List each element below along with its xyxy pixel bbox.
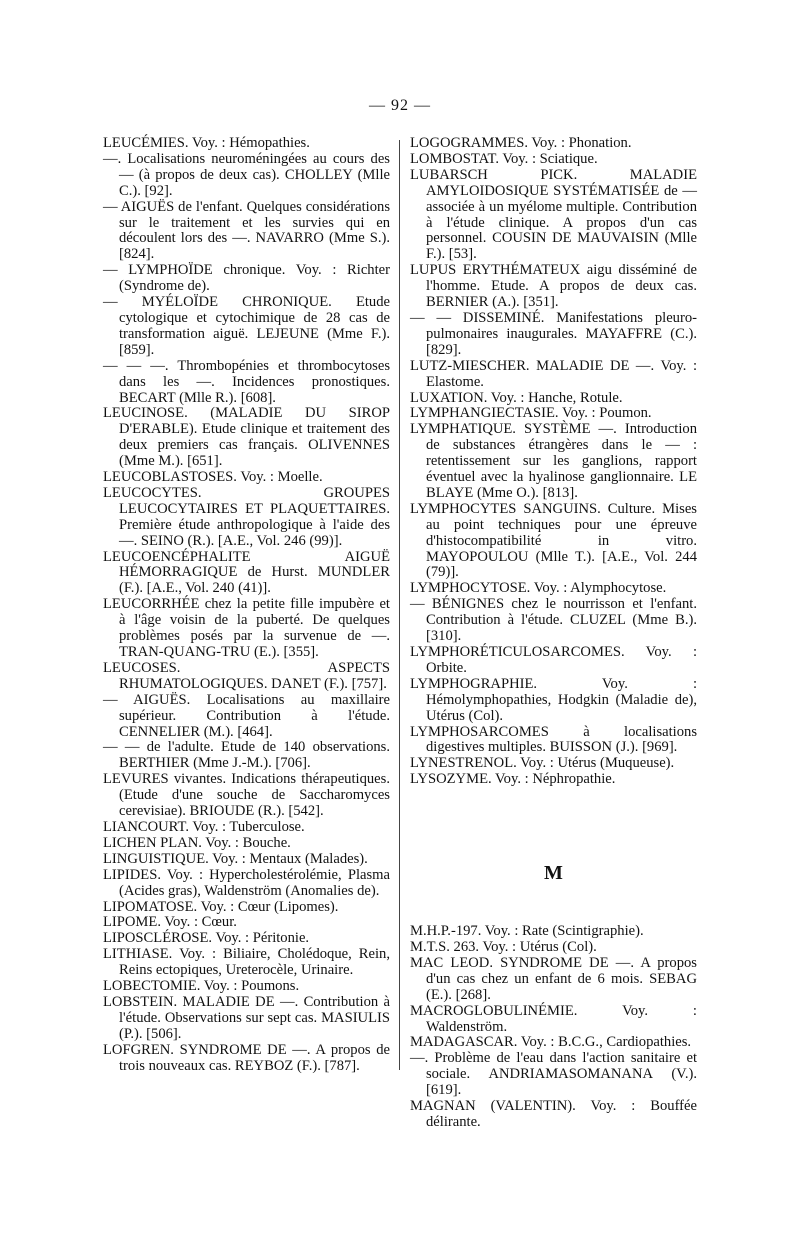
left-column [103, 136, 390, 1074]
index-entry: LIPOMATOSE. Voy. : Cœur (Lipomes). [103, 898, 339, 915]
index-entry: LEUCORRHÉE chez la petite fille impubère et à l'âge voisin de la puberté. De quelques problèmes posés par la survenue de —. TRAN-QUANG-TRU (E.). [355]. [103, 596, 390, 660]
right-column-bottom-entries [410, 924, 697, 1131]
right-column [410, 136, 697, 1131]
index-entry: MACROGLOBULINÉMIE. Voy. : Waldenström. [410, 1002, 697, 1035]
index-entry: LOMBOSTAT. Voy. : Sciatique. [410, 150, 598, 167]
index-entry: — — DISSEMINÉ. Manifestations pleuro-pulmonaires inaugurales. MAYAFFRE (C.). [829]. [410, 309, 697, 358]
index-entry: LEVURES vivantes. Indications thérapeutiques. (Etude d'une souche de Saccharomyces cerevisiae). BRIOUDE (R.). [542]. [103, 771, 390, 820]
index-entry: — AIGUËS de l'enfant. Quelques considérations sur le traitement et les survies qui en découlent lors des —. NAVARRO (Mme S.). [824]. [103, 198, 390, 263]
index-entry: — MYÉLOÏDE CHRONIQUE. Etude cytologique et cytochimique de 28 cas de transformation aiguë. LEJEUNE (Mme F.). [859]. [103, 294, 390, 358]
column-divider [399, 140, 400, 1070]
index-entry: MADAGASCAR. Voy. : B.C.G., Cardiopathies. [410, 1034, 692, 1051]
right-column-top-entries [410, 136, 697, 788]
index-entry: LITHIASE. Voy. : Biliaire, Cholédoque, Rein, Reins ectopiques, Ureterocèle, Urinaire. [103, 946, 390, 979]
index-entry: LEUCOCYTES. GROUPES LEUCOCYTAIRES ET PLAQUETTAIRES. Première étude anthropologique à l'aide des —. SEINO (R.). [A.E., Vol. 246 (99)]. [103, 484, 390, 549]
index-entry: LYMPHOCYTOSE. Voy. : Alymphocytose. [410, 580, 667, 597]
index-entry: LUPUS ERYTHÉMATEUX aigu disséminé de l'homme. Etude. A propos de deux cas. BERNIER (A.). [351]. [410, 262, 697, 311]
index-entry: LEUCOSES. ASPECTS RHUMATOLOGIQUES. DANET (F.). [757]. [103, 659, 390, 692]
index-entry: — — —. Thrombopénies et thrombocytoses dans les —. Incidences pronostiques. BECART (Mlle R.). [608]. [103, 357, 390, 406]
index-entry: LYNESTRENOL. Voy. : Utérus (Muqueuse). [410, 755, 675, 772]
index-entry: LINGUISTIQUE. Voy. : Mentaux (Malades). [103, 850, 368, 867]
index-entry: LIPOSCLÉROSE. Voy. : Péritonie. [103, 930, 310, 947]
index-entry: LUBARSCH PICK. MALADIE AMYLOIDOSIQUE SYSTÉMATISÉE de — associée à un myélome multiple. Contribution à l'étude clinique. A propos d'un cas personnel. COUSIN DE MAUVAISIN (Mlle F.). [53]. [410, 166, 697, 263]
index-entry: LYMPHOCYTES SANGUINS. Culture. Mises au point techniques pour une épreuve d'histocompatibilité in vitro. MAYOPOULOU (Mlle T.). [A.E., Vol. 244 (79)]. [410, 500, 697, 581]
index-entry: LIANCOURT. Voy. : Tuberculose. [103, 818, 305, 835]
index-entry: LUXATION. Voy. : Hanche, Rotule. [410, 389, 623, 406]
index-entry: LUTZ-MIESCHER. MALADIE DE —. Voy. : Elastome. [410, 357, 697, 390]
index-entry: LOBECTOMIE. Voy. : Poumons. [103, 978, 300, 995]
index-entry: LYMPHANGIECTASIE. Voy. : Poumon. [410, 405, 652, 422]
index-entry: LEUCINOSE. (MALADIE DU SIROP D'ERABLE). Etude clinique et traitement des deux premiers cas français. OLIVENNES (Mme M.). [651]. [103, 405, 390, 470]
index-entry: —. Problème de l'eau dans l'action sanitaire et sociale. ANDRIAMASOMANANA (V.). [619]. [410, 1050, 697, 1099]
index-entry: LIPOME. Voy. : Cœur. [103, 914, 237, 931]
index-entry: LOFGREN. SYNDROME DE —. A propos de trois nouveaux cas. REYBOZ (F.). [787]. [103, 1041, 390, 1074]
index-entry: LIPIDES. Voy. : Hypercholestérolémie, Plasma (Acides gras), Waldenström (Anomalies de). [103, 866, 390, 899]
index-entry: — BÉNIGNES chez le nourrisson et l'enfant. Contribution à l'étude. CLUZEL (Mme B.). [310]. [410, 596, 697, 645]
index-entry: — — de l'adulte. Etude de 140 observations. BERTHIER (Mme J.-M.). [706]. [103, 739, 390, 772]
index-entry: M.H.P.-197. Voy. : Rate (Scintigraphie). [410, 923, 644, 940]
index-entry: — AIGUËS. Localisations au maxillaire supérieur. Contribution à l'étude. CENNELIER (M.). [464]. [103, 691, 390, 740]
index-entry: —. Localisations neuroméningées au cours des — (à propos de deux cas). CHOLLEY (Mlle C.). [92]. [103, 150, 390, 199]
index-entry: LICHEN PLAN. Voy. : Bouche. [103, 834, 291, 851]
index-entry: LYMPHORÉTICULOSARCOMES. Voy. : Orbite. [410, 644, 697, 676]
index-entry: LYMPHOSARCOMES à localisations digestives multiples. BUISSON (J.). [969]. [410, 723, 697, 756]
index-entry: LYSOZYME. Voy. : Néphropathie. [410, 771, 616, 788]
index-entry: M.T.S. 263. Voy. : Utérus (Col). [410, 938, 597, 955]
page-number: — 92 — [369, 97, 431, 114]
index-entry: LYMPHOGRAPHIE. Voy. : Hémolymphopathies, Hodgkin (Maladie de), Utérus (Col). [410, 675, 697, 724]
index-entry: — LYMPHOÏDE chronique. Voy. : Richter (Syndrome de). [103, 262, 390, 295]
index-entry: LOGOGRAMMES. Voy. : Phonation. [410, 135, 632, 151]
index-entry: LEUCOENCÉPHALITE AIGUË HÉMORRAGIQUE de Hurst. MUNDLER (F.). [A.E., Vol. 240 (41)]. [103, 548, 390, 597]
index-entry: LYMPHATIQUE. SYSTÈME —. Introduction de substances étrangères dans le — : retentissement sur les ganglions, rapport éventuel avec la hyalinose ganglionnaire. LE BLAYE (Mme O.). [813]. [410, 421, 697, 501]
index-entry: MAGNAN (VALENTIN). Voy. : Bouffée délirante. [410, 1098, 697, 1130]
index-entry: MAC LEOD. SYNDROME DE —. A propos d'un cas chez un enfant de 6 mois. SEBAG (E.). [268]. [410, 954, 697, 1003]
index-entry: LEUCÉMIES. Voy. : Hémopathies. [103, 135, 310, 151]
index-entry: LEUCOBLASTOSES. Voy. : Moelle. [103, 469, 323, 486]
section-letter-heading: M [544, 862, 563, 885]
index-entry: LOBSTEIN. MALADIE DE —. Contribution à l'étude. Observations sur sept cas. MASIULIS (P.). [506]. [103, 993, 390, 1042]
